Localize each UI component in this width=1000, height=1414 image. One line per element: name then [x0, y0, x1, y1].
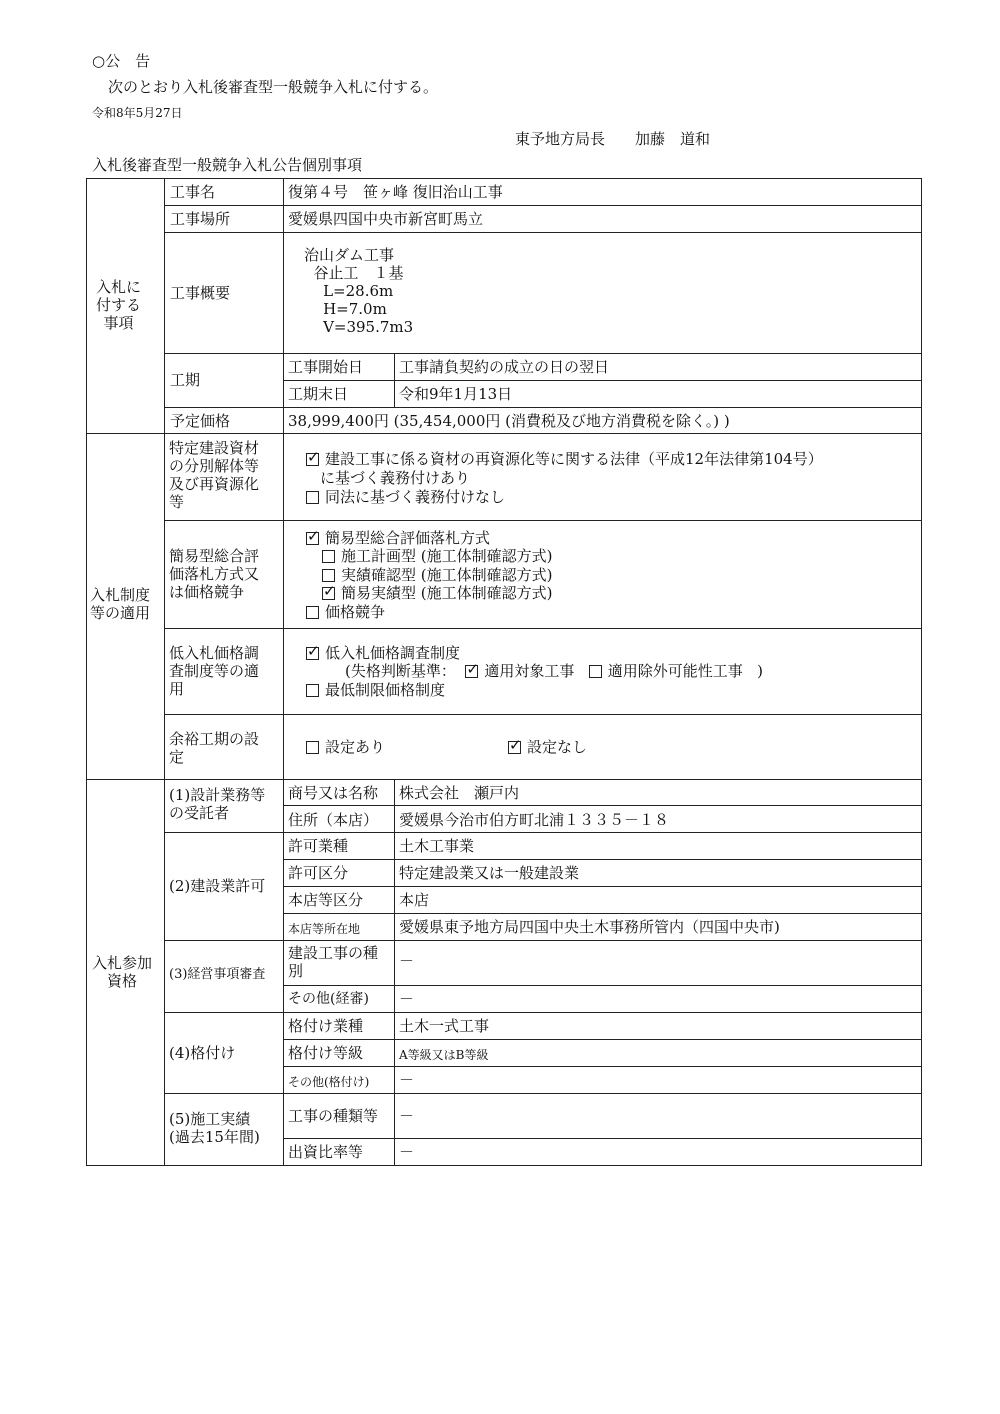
permit-type-label: 許可業種	[288, 837, 349, 855]
record-ratio-value: －	[399, 1143, 415, 1161]
evaluation-sub-record[interactable]: 実績確認型 (施工体制確認方式)	[322, 566, 552, 584]
planned-price-label: 予定価格	[170, 412, 231, 430]
address-label: 住所（本店）	[288, 811, 379, 829]
evaluation-sub-plan[interactable]: 施工計画型 (施工体制確認方式)	[322, 547, 552, 565]
work-summary-value: 治山ダム工事 谷止工 １基 L=28.6m H=7.0m V=395.7m3	[304, 246, 414, 336]
checkbox-unchecked-icon[interactable]	[306, 606, 319, 619]
rating-label: (4)格付け	[169, 1044, 236, 1062]
evaluation-label: 簡易型総合評 価落札方式又 は価格競争	[169, 547, 260, 601]
margin-period-label: 余裕工期の設 定	[169, 730, 260, 766]
work-name-label: 工事名	[170, 183, 216, 201]
planned-price-value: 38,999,400円 (35,454,000円 (消費税及び地方消費税を除く。) )	[288, 412, 730, 430]
checkbox-checked-icon[interactable]	[306, 453, 319, 466]
checkbox-unchecked-icon[interactable]	[589, 665, 602, 678]
office-location-value: 愛媛県東予地方局四国中央土木事務所管内（四国中央市)	[399, 918, 780, 936]
low-bid-label: 低入札価格調 査制度等の適 用	[169, 644, 260, 698]
address-value: 愛媛県今治市伯方町北浦１３３５－１８	[399, 811, 670, 829]
review-kind-value: －	[399, 952, 415, 970]
section1-label: 入札に 付する 事項	[96, 278, 142, 332]
office-class-label: 本店等区分	[288, 891, 364, 909]
checkbox-unchecked-icon[interactable]	[322, 550, 335, 563]
checkbox-checked-icon[interactable]	[306, 647, 319, 660]
trade-name-label: 商号又は名称	[288, 784, 379, 802]
checkbox-unchecked-icon[interactable]	[306, 684, 319, 697]
margin-option-no[interactable]: ✓ 設定なし	[508, 738, 587, 756]
review-other-value: －	[399, 990, 415, 1008]
margin-option-yes[interactable]: 設定あり	[306, 738, 385, 756]
rating-type-label: 格付け業種	[288, 1017, 364, 1035]
checkbox-unchecked-icon[interactable]	[306, 741, 319, 754]
low-bid-criteria: (失格判断基準： ✓ 適用対象工事 適用除外可能性工事 )	[345, 662, 763, 680]
issuer-name: 東予地方局長 加藤 道和	[515, 130, 711, 148]
work-name-value: 復第４号 笹ヶ峰 復旧治山工事	[288, 183, 503, 201]
work-place-label: 工事場所	[170, 210, 231, 228]
table-title: 入札後審査型一般競争入札公告個別事項	[92, 156, 363, 174]
checkbox-checked-icon[interactable]	[465, 665, 478, 678]
permit-type-value: 土木工事業	[399, 837, 475, 855]
permit-class-label: 許可区分	[288, 864, 349, 882]
design-contractor-label: (1)設計業務等 の受託者	[169, 786, 266, 822]
checkbox-checked-icon[interactable]	[322, 587, 335, 600]
rating-other-label: その他(格付け)	[288, 1075, 370, 1089]
section3-label: 入札参加 資格	[92, 954, 153, 990]
recycle-label: 特定建設資材 の分別解体等 及び再資源化 等	[169, 439, 260, 511]
evaluation-option-price[interactable]: 価格競争	[306, 603, 385, 621]
section2-label: 入札制度 等の適用	[90, 586, 151, 622]
notice-heading: ○公 告	[92, 52, 151, 70]
construction-permit-label: (2)建設業許可	[169, 877, 266, 895]
work-place-value: 愛媛県四国中央市新宮町馬立	[288, 210, 484, 228]
permit-class-value: 特定建設業又は一般建設業	[399, 864, 580, 882]
checkbox-unchecked-icon[interactable]	[322, 569, 335, 582]
rating-other-value: －	[399, 1071, 415, 1089]
low-bid-option-survey[interactable]: ✓低入札価格調査制度	[306, 644, 460, 662]
start-date-value: 工事請負契約の成立の日の翌日	[399, 358, 610, 376]
rating-type-value: 土木一式工事	[399, 1017, 490, 1035]
evaluation-option-simple[interactable]: ✓簡易型総合評価落札方式	[306, 529, 490, 547]
review-kind-label: 建設工事の種 別	[288, 944, 379, 980]
review-other-label: その他(経審)	[288, 991, 369, 1007]
evaluation-sub-simple-record[interactable]: ✓簡易実績型 (施工体制確認方式)	[322, 584, 552, 602]
recycle-option-obligated[interactable]: ✓建設工事に係る資材の再資源化等に関する法律（平成12年法律第104号）	[306, 450, 823, 468]
record-kind-label: 工事の種類等	[288, 1107, 379, 1125]
intro-text: 次のとおり入札後審査型一般競争入札に付する。	[108, 78, 439, 96]
low-bid-option-min-price[interactable]: 最低制限価格制度	[306, 681, 445, 699]
end-date-label: 工期末日	[288, 385, 349, 403]
construction-record-label: (5)施工実績 (過去15年間)	[169, 1110, 260, 1146]
management-review-label: (3)経営事項審査	[169, 967, 266, 982]
checkbox-unchecked-icon[interactable]	[306, 491, 319, 504]
record-kind-value: －	[399, 1107, 415, 1125]
checkbox-checked-icon[interactable]	[306, 532, 319, 545]
work-period-label: 工期	[170, 371, 201, 389]
recycle-option-not-obligated[interactable]: 同法に基づく義務付けなし	[306, 488, 505, 506]
office-class-value: 本店	[399, 891, 430, 909]
rating-grade-value: A等級又はB等級	[399, 1048, 489, 1062]
start-date-label: 工事開始日	[288, 358, 364, 376]
end-date-value: 令和9年1月13日	[399, 385, 513, 403]
recycle-option-obligated-cont: に基づく義務付けあり	[320, 469, 471, 487]
rating-grade-label: 格付け等級	[288, 1044, 364, 1062]
notice-date: 令和8年5月27日	[92, 106, 183, 120]
trade-name-value: 株式会社 瀬戸内	[399, 784, 520, 802]
checkbox-checked-icon[interactable]	[508, 741, 521, 754]
work-summary-label: 工事概要	[170, 284, 231, 302]
office-location-label: 本店等所在地	[288, 922, 361, 936]
record-ratio-label: 出資比率等	[288, 1143, 364, 1161]
